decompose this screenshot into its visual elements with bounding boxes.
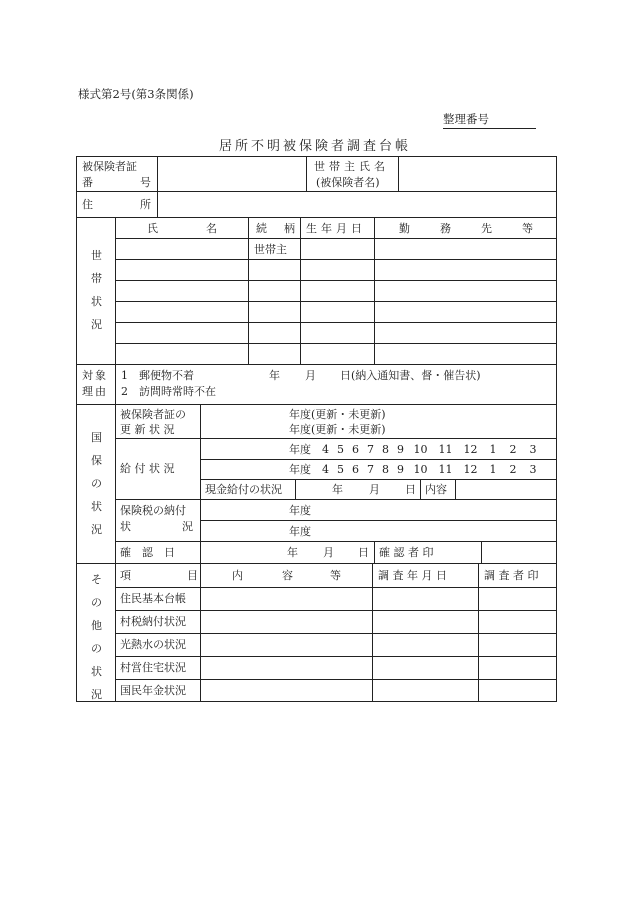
col-content-2: 容 [282, 569, 293, 582]
card-status-value-1: 年度(更新・未更新) [289, 408, 386, 421]
insured-number-field[interactable] [158, 157, 306, 191]
confirm-date-label: 確 認 日 [120, 546, 175, 559]
month-cell: 2 [509, 463, 517, 476]
reason-item-1: 1 郵便物不着 [121, 369, 194, 382]
other-label-2: の [91, 596, 102, 609]
insurance-label-1: 国 [91, 431, 102, 444]
insurance-label-5: 況 [91, 523, 102, 536]
other-row-label: 国民年金状況 [120, 684, 186, 697]
other-row-label: 住民基本台帳 [120, 592, 186, 605]
month-cell: 5 [337, 443, 344, 456]
insurance-label-3: の [91, 477, 102, 490]
month-cell: 9 [397, 463, 404, 476]
month-cell: 3 [529, 463, 537, 476]
col-birth: 生年月日 [306, 222, 366, 235]
month-cell: 8 [382, 463, 389, 476]
householder-field[interactable] [399, 157, 556, 191]
col-item-a: 項 [120, 569, 131, 582]
col-investigator: 調 査 者 印 [484, 569, 539, 582]
month-cell: 10 [413, 463, 428, 476]
reason-year: 年 [269, 369, 280, 382]
other-row-label: 村営住宅状況 [120, 661, 186, 674]
tax-year-2: 年度 [289, 525, 311, 538]
month-cell: 12 [463, 443, 478, 456]
card-status-label-1: 被保険者証の [120, 408, 186, 421]
month-cell: 4 [322, 443, 329, 456]
col-work-4: 等 [522, 222, 533, 235]
benefit-year-label-2: 年度 [289, 463, 311, 476]
month-cell: 12 [463, 463, 478, 476]
address-field[interactable] [158, 192, 556, 217]
other-label-3: 他 [91, 619, 102, 632]
other-label-6: 況 [91, 688, 102, 701]
month-cell: 3 [529, 443, 537, 456]
col-name-a: 氏 [147, 222, 158, 235]
confirmer-label: 確 認 者 印 [379, 546, 434, 559]
household-label-1: 世 [91, 249, 102, 262]
household-label-2: 帯 [91, 272, 102, 285]
confirm-day: 日 [358, 546, 369, 559]
reason-month: 月 [305, 369, 316, 382]
col-work-2: 務 [440, 222, 451, 235]
householder-value: 世帯主 [254, 243, 287, 256]
confirm-month: 月 [323, 546, 334, 559]
card-status-label-2: 更 新 状 況 [120, 423, 175, 436]
benefit-label: 給 付 状 況 [120, 462, 175, 475]
benefit-months-row-1 [318, 444, 543, 455]
col-item-b: 目 [187, 569, 198, 582]
other-label-5: 状 [91, 665, 102, 678]
other-label-1: そ [91, 573, 102, 586]
other-row-label: 村税納付状況 [120, 615, 186, 628]
cash-month: 月 [369, 483, 380, 496]
col-relation-a: 続 [256, 222, 267, 235]
reason-day-note: 日(納入通知書、督・催告状) [340, 369, 481, 382]
month-cell: 8 [382, 443, 389, 456]
address-label-a: 住 [82, 198, 93, 211]
household-label-4: 況 [91, 318, 102, 331]
benefit-year-label-1: 年度 [289, 443, 311, 456]
household-label-3: 状 [91, 295, 102, 308]
insured-number-label-2b: 号 [140, 176, 151, 189]
month-cell: 2 [509, 443, 517, 456]
month-cell: 1 [489, 463, 497, 476]
month-cell: 1 [489, 443, 497, 456]
month-cell: 4 [322, 463, 329, 476]
reason-label-1: 対象 [82, 369, 108, 382]
col-content-1: 内 [232, 569, 243, 582]
month-cell: 6 [352, 463, 359, 476]
ref-number-field[interactable]: 整理番号 [443, 111, 536, 129]
insurance-label-2: 保 [91, 454, 102, 467]
col-name-b: 名 [206, 222, 217, 235]
householder-label-1: 世帯主氏名 [314, 160, 389, 173]
benefit-months-row-2 [318, 464, 543, 475]
other-row-label: 光熱水の状況 [120, 638, 186, 651]
tax-label-1: 保険税の納付 [120, 504, 186, 517]
month-cell: 9 [397, 443, 404, 456]
insurance-label-4: 状 [91, 500, 102, 513]
householder-label-2: (被保険者名) [316, 176, 380, 189]
address-label-b: 所 [140, 198, 151, 211]
month-cell: 10 [413, 443, 428, 456]
month-cell: 11 [438, 463, 453, 476]
month-cell: 6 [352, 443, 359, 456]
cash-day: 日 [405, 483, 416, 496]
cash-benefit-label: 現金給付の状況 [205, 483, 282, 496]
form-number: 様式第2号(第3条関係) [78, 87, 194, 101]
tax-label-2b: 況 [182, 520, 193, 533]
cash-year: 年 [332, 483, 343, 496]
col-work-3: 先 [481, 222, 492, 235]
month-cell: 7 [367, 443, 374, 456]
tax-year-1: 年度 [289, 504, 311, 517]
confirm-year: 年 [287, 546, 298, 559]
col-content-3: 等 [330, 569, 341, 582]
col-survey-date: 調 査 年 月 日 [378, 569, 447, 582]
col-work-1: 勤 [399, 222, 410, 235]
other-label-4: の [91, 642, 102, 655]
month-cell: 7 [367, 463, 374, 476]
tax-label-2a: 状 [120, 520, 131, 533]
month-cell: 11 [438, 443, 453, 456]
col-relation-b: 柄 [284, 222, 295, 235]
insured-number-label-2a: 番 [82, 176, 93, 189]
page-title: 居所不明被保険者調査台帳 [218, 139, 411, 154]
card-status-value-2: 年度(更新・未更新) [289, 423, 386, 436]
content-label: 内容 [425, 483, 447, 496]
insured-number-label-1: 被保険者証 [82, 160, 137, 173]
reason-label-2: 理由 [82, 385, 108, 398]
month-cell: 5 [337, 463, 344, 476]
reason-item-2: 2 訪問時常時不在 [121, 385, 216, 398]
